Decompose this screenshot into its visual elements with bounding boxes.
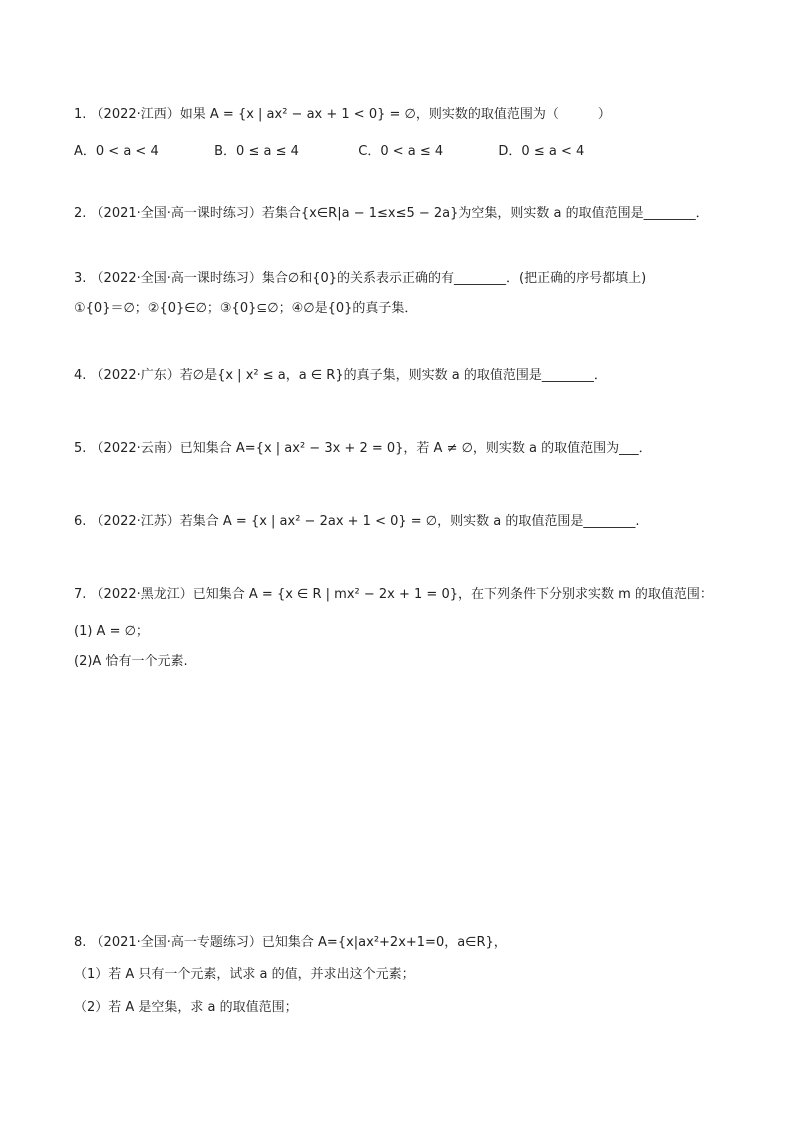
question-text: （2022·云南）已知集合 A={x | ax² − 3x + 2 = 0}，若 A ≠ ∅，则实数 a 的取值范围为___． [90, 441, 652, 456]
option-d: D．0 ≤ a < 4 [498, 144, 585, 159]
option-c: C．0 < a ≤ 4 [358, 144, 444, 159]
question-1-options [74, 143, 584, 161]
question-6 [74, 513, 640, 531]
question-3 [74, 270, 646, 288]
question-number: 8. [74, 935, 87, 950]
question-number: 2. [74, 206, 87, 221]
question-number: 4. [74, 368, 87, 383]
question-number: 7. [74, 587, 87, 602]
question-5 [74, 440, 652, 458]
question-2 [74, 205, 709, 223]
option-b: B．0 ≤ a ≤ 4 [214, 144, 299, 159]
question-number: 3. [74, 271, 87, 286]
question-8-part-2: （2）若 A 是空集，求 a 的取值范围； [74, 1000, 298, 1015]
question-text: （2022·江苏）若集合 A = {x | ax² − 2ax + 1 < 0} = ∅，则实数 a 的取值范围是________. [90, 514, 640, 529]
question-1 [74, 106, 611, 124]
question-text: （2022·黑龙江）已知集合 A = {x ∈ R | mx² − 2x + 1 = 0}，在下列条件下分别求实数 m 的取值范围： [90, 587, 713, 602]
question-text: （2021·全国·高一课时练习）若集合{x∈R|a − 1≤x≤5 − 2a}为空集，则实数 a 的取值范围是________． [90, 206, 709, 221]
question-7-part-2: (2)A 恰有一个元素. [74, 654, 188, 669]
question-4 [74, 367, 607, 385]
question-number: 6. [74, 514, 87, 529]
question-text: （2022·江西）如果 A = {x | ax² − ax + 1 < 0} = ∅，则实数的取值范围为（ ） [90, 107, 611, 122]
question-number: 1. [74, 107, 87, 122]
question-number: 5. [74, 441, 87, 456]
question-8-part-1: （1）若 A 只有一个元素，试求 a 的值，并求出这个元素； [74, 967, 415, 982]
question-3-choices: ①{0}＝∅；②{0}∈∅；③{0}⊆∅；④∅是{0}的真子集． [74, 301, 418, 316]
question-text: （2021·全国·高一专题练习）已知集合 A={x|ax²+2x+1=0，a∈R}， [90, 935, 507, 950]
option-a: A．0 < a < 4 [74, 144, 159, 159]
question-text: （2022·广东）若∅是{x | x² ≤ a，a ∈ R}的真子集，则实数 a 的取值范围是________． [90, 368, 607, 383]
question-text: （2022·全国·高一课时练习）集合∅和{0}的关系表示正确的有________．(把正确的序号都填上) [90, 271, 647, 286]
question-7-part-1: (1) A = ∅； [74, 624, 149, 639]
question-8 [74, 934, 507, 952]
question-7 [74, 586, 713, 604]
